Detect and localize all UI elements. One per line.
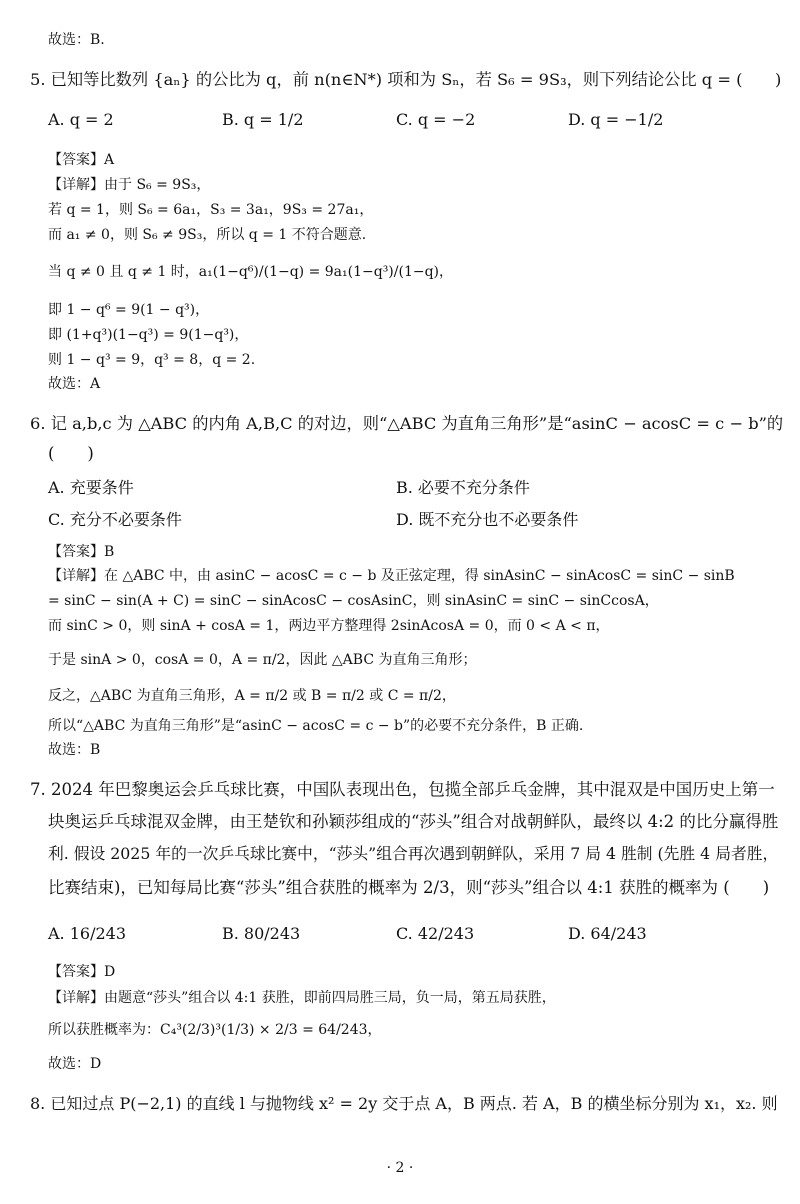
question-7-line: 利. 假设 2025 年的一次乒乓球比赛中，“莎头”组合再次遇到朝鲜队，采用 7 局 4 胜制 (先胜 4 局者胜， xyxy=(48,844,779,863)
q5-option-c: C. q = −2 xyxy=(396,110,476,129)
detail-5-line: 即 (1+q³)(1−q³) = 9(1−q³)， xyxy=(48,327,249,343)
detail-7-line: 【详解】由题意“莎头”组合以 4:1 获胜，即前四局胜三局，负一局，第五局获胜， xyxy=(48,990,556,1006)
detail-7-line: 故选：D xyxy=(48,1056,102,1072)
prev-conclusion: 故选：B. xyxy=(48,32,105,48)
q6-option-c: C. 充分不必要条件 xyxy=(48,510,182,529)
detail-5-line: 当 q ≠ 0 且 q ≠ 1 时，a₁(1−q⁶)/(1−q) = 9a₁(1−q³)/(1−q)， xyxy=(48,264,454,280)
detail-6-line: = sinC − sin(A + C) = sinC − sinAcosC − cosAsinC，则 sinAsinC = sinC − sinCcosA， xyxy=(48,593,659,609)
q6-option-d: D. 既不充分也不必要条件 xyxy=(396,510,579,529)
question-7-line: 比赛结束)，已知每局比赛“莎头”组合获胜的概率为 2/3，则“莎头”组合以 4:1 获胜的概率为 ( ) xyxy=(48,878,770,897)
q5-option-a: A. q = 2 xyxy=(48,110,114,129)
q5-option-d: D. q = −1/2 xyxy=(568,110,664,129)
detail-6-line: 故选：B xyxy=(48,742,101,758)
question-7-line: 7. 2024 年巴黎奥运会乒乓球比赛，中国队表现出色，包揽全部乒乓金牌，其中混双是中国历史上第一 xyxy=(30,780,775,799)
question-7-line: 块奥运乒乓球混双金牌，由王楚钦和孙颖莎组成的“莎头”组合对战朝鲜队，最终以 4:2 的比分赢得胜 xyxy=(48,812,779,831)
q5-option-b: B. q = 1/2 xyxy=(222,110,304,129)
detail-5-line: 若 q = 1，则 S₆ = 6a₁，S₃ = 3a₁，9S₃ = 27a₁， xyxy=(48,202,374,218)
detail-5-line: 而 a₁ ≠ 0，则 S₆ ≠ 9S₃，所以 q = 1 不符合题意. xyxy=(48,227,367,243)
detail-6-line: 【详解】在 △ABC 中，由 asinC − acosC = c − b 及正弦定理，得 sinAsinC − sinAcosC = sinC − sinB xyxy=(48,568,735,584)
question-6: 6. 记 a,b,c 为 △ABC 的内角 A,B,C 的对边，则“△ABC 为直角三角形”是“asinC − acosC = c − b”的 xyxy=(30,414,784,433)
detail-6-line: 而 sinC > 0，则 sinA + cosA = 1，两边平方整理得 2sinAcosA = 0，而 0 < A < π， xyxy=(48,618,610,634)
q7-option-d: D. 64/243 xyxy=(568,924,647,943)
detail-7-line: 所以获胜概率为：C₄³(2/3)³(1/3) × 2/3 = 64/243， xyxy=(48,1022,382,1038)
answer-5: 【答案】A xyxy=(48,152,115,168)
answer-6: 【答案】B xyxy=(48,544,115,560)
detail-5-line: 则 1 − q³ = 9，q³ = 8，q = 2. xyxy=(48,352,256,368)
page-number: · 2 · xyxy=(386,1160,414,1176)
question-6-bracket: ( ) xyxy=(48,444,94,463)
q7-option-b: B. 80/243 xyxy=(222,924,301,943)
detail-5-line: 故选：A xyxy=(48,376,101,392)
detail-6-line: 于是 sinA > 0，cosA = 0，A = π/2，因此 △ABC 为直角三角形； xyxy=(48,652,477,668)
question-5: 5. 已知等比数列 {aₙ} 的公比为 q，前 n(n∈N*) 项和为 Sₙ，若 S₆ = 9S₃，则下列结论公比 q = ( ) xyxy=(30,70,782,89)
detail-5-line: 即 1 − q⁶ = 9(1 − q³)， xyxy=(48,302,210,318)
detail-5-line: 【详解】由于 S₆ = 9S₃， xyxy=(48,177,211,193)
answer-7: 【答案】D xyxy=(48,964,116,980)
question-8: 8. 已知过点 P(−2,1) 的直线 l 与抛物线 x² = 2y 交于点 A，B 两点. 若 A，B 的横坐标分别为 x₁，x₂. 则 xyxy=(30,1094,778,1113)
detail-6-line: 所以“△ABC 为直角三角形”是“asinC − acosC = c − b”的必要不充分条件，B 正确. xyxy=(48,718,584,734)
q6-option-b: B. 必要不充分条件 xyxy=(396,478,530,497)
q7-option-a: A. 16/243 xyxy=(48,924,127,943)
detail-6-line: 反之，△ABC 为直角三角形，A = π/2 或 B = π/2 或 C = π/2， xyxy=(48,688,456,704)
q6-option-a: A. 充要条件 xyxy=(48,478,134,497)
q7-option-c: C. 42/243 xyxy=(396,924,475,943)
